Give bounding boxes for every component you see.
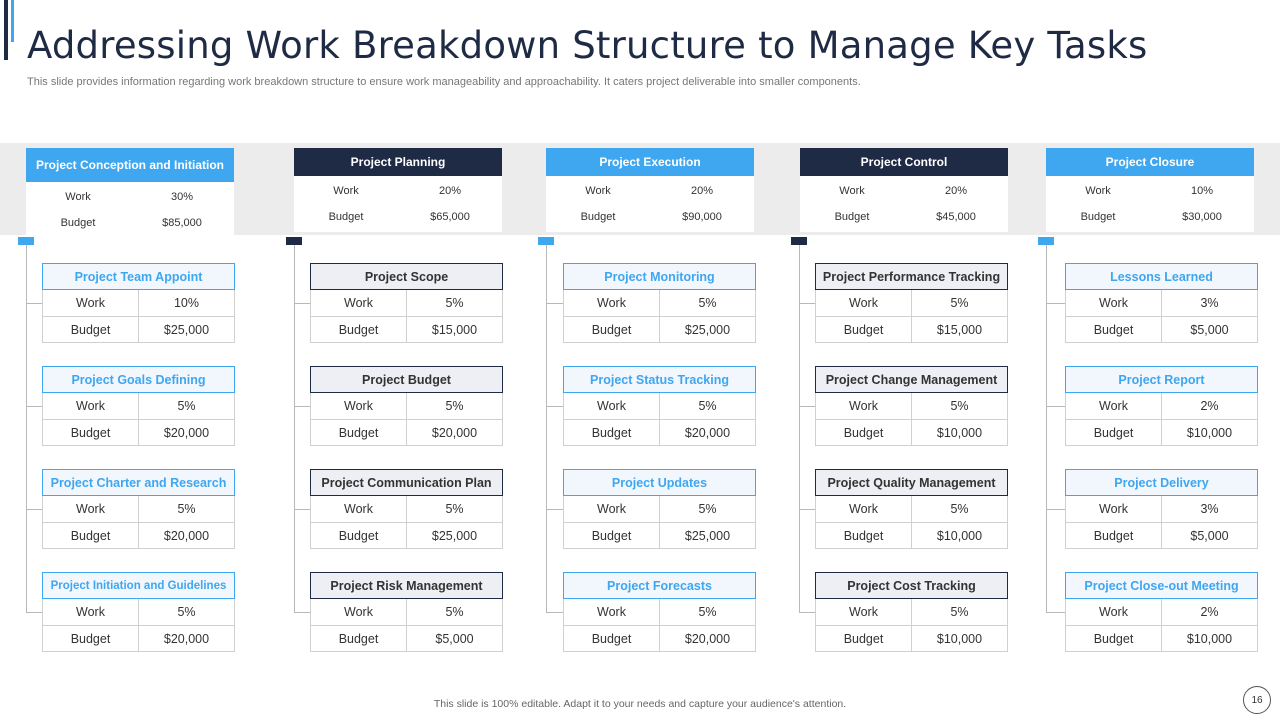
phase-budget-row: [294, 204, 502, 230]
task-work-value: 2%: [1200, 605, 1219, 619]
task-budget-row: [1066, 625, 1257, 651]
task-budget-row: [816, 625, 1007, 651]
phase-work-row: [800, 178, 1008, 204]
task-table: [815, 393, 1008, 446]
task-card: [815, 469, 1008, 549]
budget-label: Budget: [1066, 420, 1162, 445]
task-budget-value: $5,000: [435, 631, 474, 646]
phase-summary: [1046, 176, 1254, 232]
budget-label: Budget: [1066, 523, 1162, 548]
phase-card: [546, 148, 754, 232]
task-budget-row: [1066, 522, 1257, 548]
budget-label: Budget: [564, 420, 660, 445]
task-budget-value: $25,000: [163, 322, 210, 337]
budget-label: Budget: [43, 420, 139, 445]
task-work-row: [311, 290, 502, 316]
work-label: Work: [1066, 290, 1162, 316]
phase-connector-line: [26, 245, 27, 613]
budget-label: Budget: [1080, 211, 1116, 223]
task-work-value: 5%: [950, 502, 969, 516]
title-accent-bar: [4, 0, 8, 60]
task-card: [815, 366, 1008, 446]
work-label: Work: [311, 290, 407, 316]
task-card: [42, 366, 235, 446]
task-title: Project Change Management: [815, 366, 1008, 393]
budget-label: Budget: [580, 211, 616, 223]
task-budget-value: $25,000: [431, 528, 478, 543]
task-card: [815, 572, 1008, 652]
phase-summary: [26, 182, 234, 238]
task-title: Project Communication Plan: [310, 469, 503, 496]
phase-work-value: 10%: [1190, 185, 1214, 197]
budget-label: Budget: [816, 523, 912, 548]
task-budget-value: $25,000: [684, 322, 731, 337]
task-work-value: 5%: [445, 399, 464, 413]
work-label: Work: [65, 191, 91, 203]
phase-title: Project Control: [800, 148, 1008, 176]
task-table: [815, 599, 1008, 652]
phase-connector-line: [294, 245, 295, 613]
task-card: [42, 263, 235, 343]
phase-card: [26, 148, 234, 238]
task-table: [42, 290, 235, 343]
task-title: Project Updates: [563, 469, 756, 496]
task-work-row: [816, 599, 1007, 625]
phase-work-row: [546, 178, 754, 204]
budget-label: Budget: [834, 211, 870, 223]
phase-budget-value: $65,000: [430, 211, 470, 223]
work-label: Work: [564, 496, 660, 522]
task-budget-row: [1066, 316, 1257, 342]
budget-label: Budget: [564, 626, 660, 651]
task-title: Project Report: [1065, 366, 1258, 393]
task-work-row: [564, 599, 755, 625]
task-table: [1065, 496, 1258, 549]
phase-title: Project Conception and Initiation: [26, 148, 234, 182]
task-table: [815, 290, 1008, 343]
work-label: Work: [311, 599, 407, 625]
task-budget-value: $20,000: [163, 528, 210, 543]
task-connector-line: [546, 303, 563, 304]
page-number: 16: [1243, 686, 1271, 714]
task-budget-row: [816, 419, 1007, 445]
task-budget-row: [564, 419, 755, 445]
work-label: Work: [564, 290, 660, 316]
task-card: [1065, 263, 1258, 343]
budget-label: Budget: [816, 420, 912, 445]
task-budget-row: [43, 522, 234, 548]
phase-card: [800, 148, 1008, 232]
task-title: Project Initiation and Guidelines: [42, 572, 235, 599]
task-work-value: 5%: [445, 605, 464, 619]
work-label: Work: [585, 185, 611, 197]
phase-summary: [546, 176, 754, 232]
task-connector-line: [294, 612, 310, 613]
task-budget-row: [43, 625, 234, 651]
phase-connector-marker: [538, 237, 554, 245]
task-budget-row: [1066, 419, 1257, 445]
footer-note: This slide is 100% editable. Adapt it to your needs and capture your audience's attention.: [433, 698, 847, 710]
phase-work-value: 20%: [438, 185, 462, 197]
phase-connector-line: [1046, 245, 1047, 613]
task-title: Project Scope: [310, 263, 503, 290]
task-connector-line: [799, 612, 815, 613]
budget-label: Budget: [43, 626, 139, 651]
task-work-row: [564, 496, 755, 522]
task-card: [310, 366, 503, 446]
task-work-row: [564, 290, 755, 316]
task-title: Project Charter and Research: [42, 469, 235, 496]
phase-budget-row: [1046, 204, 1254, 230]
task-work-row: [1066, 496, 1257, 522]
task-card: [1065, 469, 1258, 549]
budget-label: Budget: [816, 626, 912, 651]
phase-budget-row: [800, 204, 1008, 230]
task-work-row: [1066, 599, 1257, 625]
budget-label: Budget: [311, 523, 407, 548]
work-label: Work: [816, 290, 912, 316]
task-work-row: [816, 290, 1007, 316]
task-work-value: 5%: [698, 399, 717, 413]
slide-subtitle: This slide provides information regarding work breakdown structure to ensure work manageability and approachability. It caters project deliverable into smaller components.: [27, 76, 861, 88]
task-budget-row: [564, 625, 755, 651]
phase-summary: [294, 176, 502, 232]
phase-connector-marker: [791, 237, 807, 245]
task-connector-line: [546, 509, 563, 510]
task-title: Project Risk Management: [310, 572, 503, 599]
task-work-row: [564, 393, 755, 419]
task-table: [310, 393, 503, 446]
phase-connector-marker: [18, 237, 34, 245]
task-work-value: 5%: [698, 296, 717, 310]
task-card: [563, 263, 756, 343]
slide-title: Addressing Work Breakdown Structure to Manage Key Tasks: [27, 24, 1148, 67]
work-label: Work: [1066, 393, 1162, 419]
work-label: Work: [564, 599, 660, 625]
task-budget-row: [816, 522, 1007, 548]
work-label: Work: [43, 599, 139, 625]
task-connector-line: [799, 509, 815, 510]
task-connector-line: [1046, 509, 1065, 510]
task-card: [563, 366, 756, 446]
task-work-value: 10%: [173, 296, 200, 310]
phase-connector-line: [546, 245, 547, 613]
work-label: Work: [333, 185, 359, 197]
task-title: Project Monitoring: [563, 263, 756, 290]
work-label: Work: [1085, 185, 1111, 197]
task-table: [563, 290, 756, 343]
task-budget-row: [43, 316, 234, 342]
task-connector-line: [26, 406, 42, 407]
task-connector-line: [26, 612, 42, 613]
phase-title: Project Execution: [546, 148, 754, 176]
task-card: [1065, 572, 1258, 652]
budget-label: Budget: [564, 523, 660, 548]
task-budget-value: $10,000: [936, 631, 983, 646]
work-label: Work: [43, 393, 139, 419]
task-budget-value: $20,000: [163, 425, 210, 440]
task-work-value: 5%: [177, 605, 196, 619]
task-work-value: 5%: [698, 502, 717, 516]
task-budget-value: $25,000: [684, 528, 731, 543]
task-work-value: 5%: [445, 296, 464, 310]
task-work-row: [311, 393, 502, 419]
work-label: Work: [816, 496, 912, 522]
task-card: [42, 572, 235, 652]
phase-work-row: [294, 178, 502, 204]
budget-label: Budget: [816, 317, 912, 342]
work-label: Work: [311, 496, 407, 522]
task-budget-value: $15,000: [936, 322, 983, 337]
budget-label: Budget: [311, 626, 407, 651]
task-card: [1065, 366, 1258, 446]
task-work-value: 5%: [950, 605, 969, 619]
phase-connector-marker: [1038, 237, 1054, 245]
task-budget-value: $20,000: [684, 425, 731, 440]
phase-connector-line: [799, 245, 800, 613]
phase-budget-value: $30,000: [1182, 211, 1222, 223]
budget-label: Budget: [1066, 317, 1162, 342]
budget-label: Budget: [311, 317, 407, 342]
task-budget-row: [311, 419, 502, 445]
task-work-value: 5%: [950, 296, 969, 310]
task-connector-line: [1046, 612, 1065, 613]
task-table: [42, 599, 235, 652]
task-connector-line: [799, 303, 815, 304]
task-table: [310, 290, 503, 343]
task-table: [563, 393, 756, 446]
budget-label: Budget: [311, 420, 407, 445]
task-connector-line: [1046, 406, 1065, 407]
phase-title: Project Planning: [294, 148, 502, 176]
task-work-value: 5%: [177, 502, 196, 516]
task-card: [563, 572, 756, 652]
task-budget-row: [816, 316, 1007, 342]
task-work-row: [43, 290, 234, 316]
budget-label: Budget: [328, 211, 364, 223]
task-budget-value: $5,000: [1190, 322, 1229, 337]
task-table: [310, 496, 503, 549]
budget-label: Budget: [1066, 626, 1162, 651]
task-work-value: 3%: [1200, 502, 1219, 516]
task-work-row: [311, 599, 502, 625]
task-connector-line: [799, 406, 815, 407]
task-connector-line: [26, 303, 42, 304]
phase-work-value: 30%: [170, 191, 194, 203]
task-work-value: 3%: [1200, 296, 1219, 310]
task-connector-line: [294, 509, 310, 510]
task-card: [310, 263, 503, 343]
phase-budget-value: $90,000: [682, 211, 722, 223]
task-table: [310, 599, 503, 652]
budget-label: Budget: [43, 523, 139, 548]
task-work-value: 2%: [1200, 399, 1219, 413]
task-budget-value: $20,000: [684, 631, 731, 646]
phase-title: Project Closure: [1046, 148, 1254, 176]
task-budget-row: [43, 419, 234, 445]
task-connector-line: [546, 612, 563, 613]
work-label: Work: [43, 290, 139, 316]
task-connector-line: [26, 509, 42, 510]
budget-label: Budget: [43, 317, 139, 342]
task-title: Lessons Learned: [1065, 263, 1258, 290]
task-title: Project Budget: [310, 366, 503, 393]
phase-budget-value: $45,000: [936, 211, 976, 223]
task-work-row: [816, 496, 1007, 522]
phase-card: [1046, 148, 1254, 232]
phase-work-value: 20%: [690, 185, 714, 197]
task-connector-line: [294, 406, 310, 407]
task-card: [310, 469, 503, 549]
work-label: Work: [1066, 599, 1162, 625]
phase-summary: [800, 176, 1008, 232]
task-work-row: [43, 393, 234, 419]
task-work-value: 5%: [698, 605, 717, 619]
task-card: [310, 572, 503, 652]
task-title: Project Performance Tracking: [815, 263, 1008, 290]
task-title: Project Status Tracking: [563, 366, 756, 393]
task-budget-value: $15,000: [431, 322, 478, 337]
phase-work-value: 20%: [944, 185, 968, 197]
task-title: Project Delivery: [1065, 469, 1258, 496]
task-budget-row: [311, 316, 502, 342]
task-work-value: 5%: [950, 399, 969, 413]
phase-budget-row: [26, 210, 234, 236]
task-budget-value: $5,000: [1190, 528, 1229, 543]
task-title: Project Quality Management: [815, 469, 1008, 496]
budget-label: Budget: [60, 217, 96, 229]
phase-work-row: [1046, 178, 1254, 204]
task-budget-row: [564, 522, 755, 548]
work-label: Work: [839, 185, 865, 197]
task-card: [563, 469, 756, 549]
work-label: Work: [816, 599, 912, 625]
work-label: Work: [1066, 496, 1162, 522]
phase-budget-value: $85,000: [162, 217, 202, 229]
task-budget-value: $20,000: [163, 631, 210, 646]
task-budget-value: $10,000: [1186, 425, 1233, 440]
task-budget-value: $10,000: [936, 425, 983, 440]
task-title: Project Close-out Meeting: [1065, 572, 1258, 599]
task-title: Project Goals Defining: [42, 366, 235, 393]
task-budget-row: [311, 522, 502, 548]
work-label: Work: [311, 393, 407, 419]
task-table: [563, 496, 756, 549]
task-budget-row: [311, 625, 502, 651]
task-work-value: 5%: [177, 399, 196, 413]
work-label: Work: [816, 393, 912, 419]
phase-budget-row: [546, 204, 754, 230]
task-work-row: [43, 599, 234, 625]
budget-label: Budget: [564, 317, 660, 342]
work-label: Work: [564, 393, 660, 419]
title-accent-bar-secondary: [11, 0, 14, 42]
task-table: [42, 496, 235, 549]
task-title: Project Cost Tracking: [815, 572, 1008, 599]
task-budget-value: $10,000: [936, 528, 983, 543]
task-connector-line: [294, 303, 310, 304]
task-work-value: 5%: [445, 502, 464, 516]
task-work-row: [43, 496, 234, 522]
task-work-row: [311, 496, 502, 522]
task-budget-value: $10,000: [1186, 631, 1233, 646]
work-label: Work: [43, 496, 139, 522]
task-connector-line: [1046, 303, 1065, 304]
task-budget-row: [564, 316, 755, 342]
phase-card: [294, 148, 502, 232]
task-budget-value: $20,000: [431, 425, 478, 440]
task-card: [42, 469, 235, 549]
task-table: [1065, 599, 1258, 652]
task-table: [42, 393, 235, 446]
phase-work-row: [26, 184, 234, 210]
task-connector-line: [546, 406, 563, 407]
task-work-row: [1066, 290, 1257, 316]
task-table: [815, 496, 1008, 549]
task-table: [563, 599, 756, 652]
task-table: [1065, 393, 1258, 446]
task-work-row: [816, 393, 1007, 419]
task-table: [1065, 290, 1258, 343]
task-card: [815, 263, 1008, 343]
task-work-row: [1066, 393, 1257, 419]
phase-connector-marker: [286, 237, 302, 245]
task-title: Project Team Appoint: [42, 263, 235, 290]
task-title: Project Forecasts: [563, 572, 756, 599]
